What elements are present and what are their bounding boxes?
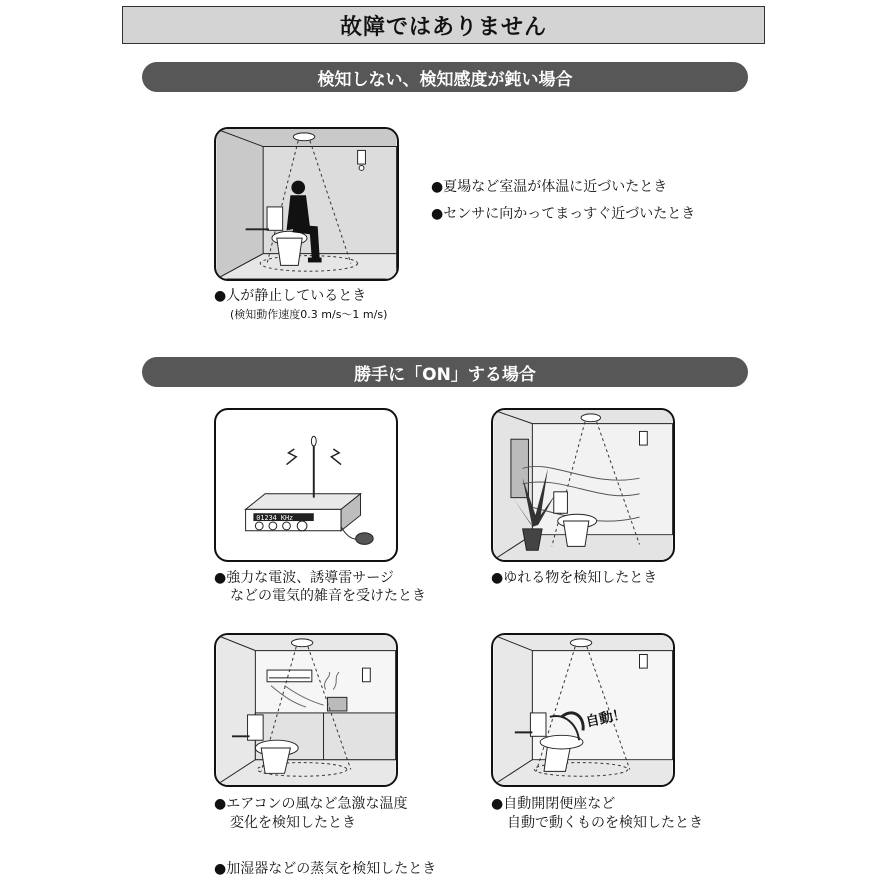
caption-swaying-object: ●ゆれる物を検知したとき [491, 570, 658, 586]
section-heading-no-detect: 検知しない、検知感度が鈍い場合 [142, 62, 748, 92]
illustration-radio-noise [214, 408, 398, 562]
caption-speed-note: (検知動作速度0.3 m/s～1 m/s) [230, 308, 388, 321]
caption-approach-sensor: ●センサに向かってまっすぐ近づいたとき [431, 206, 696, 222]
illustration-aircon [214, 633, 398, 787]
illustration-auto-seat [491, 633, 675, 787]
caption-room-temp: ●夏場など室温が体温に近づいたとき [431, 179, 668, 195]
caption-humidifier: ●加湿器などの蒸気を検知したとき [214, 861, 437, 877]
caption-noise-line2: などの電気的雑音を受けたとき [230, 588, 426, 604]
caption-aircon-line2: 変化を検知したとき [230, 815, 356, 831]
caption-auto-line1: ●自動開閉便座など [491, 796, 616, 812]
page-title: 故障ではありません [122, 6, 765, 44]
illustration-still-person [214, 127, 399, 281]
radio-frequency-display: 01234 KHz [256, 514, 294, 523]
caption-auto-line2: 自動で動くものを検知したとき [507, 815, 703, 831]
caption-aircon-line1: ●エアコンの風など急激な温度 [214, 796, 408, 812]
caption-still-person: ●人が静止しているとき [214, 288, 367, 304]
auto-label: 自動！ [584, 706, 628, 731]
illustration-swaying-object [491, 408, 675, 562]
section-heading-false-on: 勝手に「ON」する場合 [142, 357, 748, 387]
caption-noise-line1: ●強力な電波、誘導雷サージ [214, 570, 394, 586]
